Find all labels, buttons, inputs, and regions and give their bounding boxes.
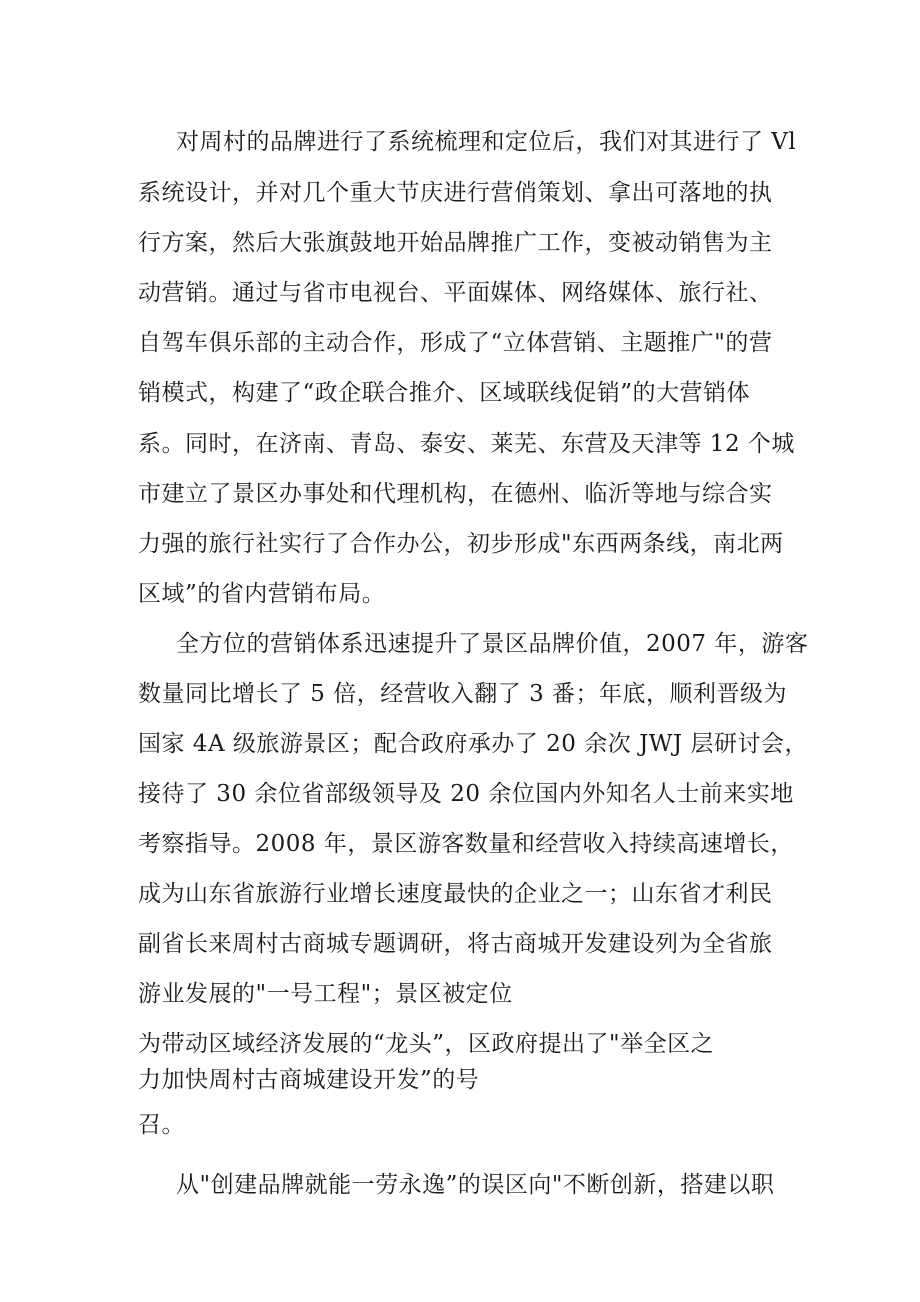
text-line: 系。同时，在济南、青岛、泰安、莱芜、东营及天津等 12 个城	[138, 431, 795, 457]
text-line: 行方案，然后大张旗鼓地开始品牌推广工作，变被动销售为主	[138, 230, 773, 256]
text-line: 国家 4A 级旅游景区；配合政府承办了 20 余次 JWJ 层研讨会，	[138, 731, 808, 757]
text-line: 力加快周村古商城建设开发”的号	[138, 1067, 480, 1093]
text-line: 销模式，构建了“政企联合推介、区域联线促销”的大营销体	[138, 380, 751, 406]
text-line: 召。	[138, 1112, 185, 1138]
text-line: 为带动区域经济发展的“龙头”，区政府提出了"举全区之	[138, 1031, 715, 1057]
text-line: 力强的旅行社实行了合作办公，初步形成"东西两条线，南北两	[138, 531, 784, 557]
text-line: 数量同比增长了 5 倍，经营收入翻了 3 番；年底，顺利晋级为	[138, 681, 788, 707]
text-line: 对周村的品牌进行了系统梳理和定位后，我们对其进行了 Vl	[176, 129, 797, 155]
text-line: 成为山东省旅游行业增长速度最快的企业之一；山东省才利民	[138, 881, 773, 907]
text-line: 动营销。通过与省市电视台、平面媒体、网络媒体、旅行社、	[138, 280, 773, 306]
text-line: 游业发展的"一号工程"；景区被定位	[138, 981, 513, 1007]
text-line: 接待了 30 余位省部级领导及 20 余位国内外知名人士前来实地	[138, 781, 794, 807]
text-line: 区域”的省内营销布局。	[138, 581, 386, 607]
text-line: 副省长来周村古商城专题调研，将古商城开发建设列为全省旅	[138, 931, 773, 957]
text-line: 考察指导。2008 年，景区游客数量和经营收入持续高速增长，	[138, 831, 794, 857]
text-line: 市建立了景区办事处和代理机构，在德州、临沂等地与综合实	[138, 481, 773, 507]
text-line: 系统设计，并对几个重大节庆进行营俏策划、拿出可落地的执	[138, 180, 773, 206]
text-line: 全方位的营销体系迅速提升了景区品牌价值，2007 年，游客	[176, 631, 809, 657]
text-line: 从"创建品牌就能一劳永逸”的误区向"不断创新，搭建以职	[176, 1172, 775, 1198]
text-line: 自驾车俱乐部的主动合作，形成了“立体营销、主题推广"的营	[138, 330, 773, 356]
